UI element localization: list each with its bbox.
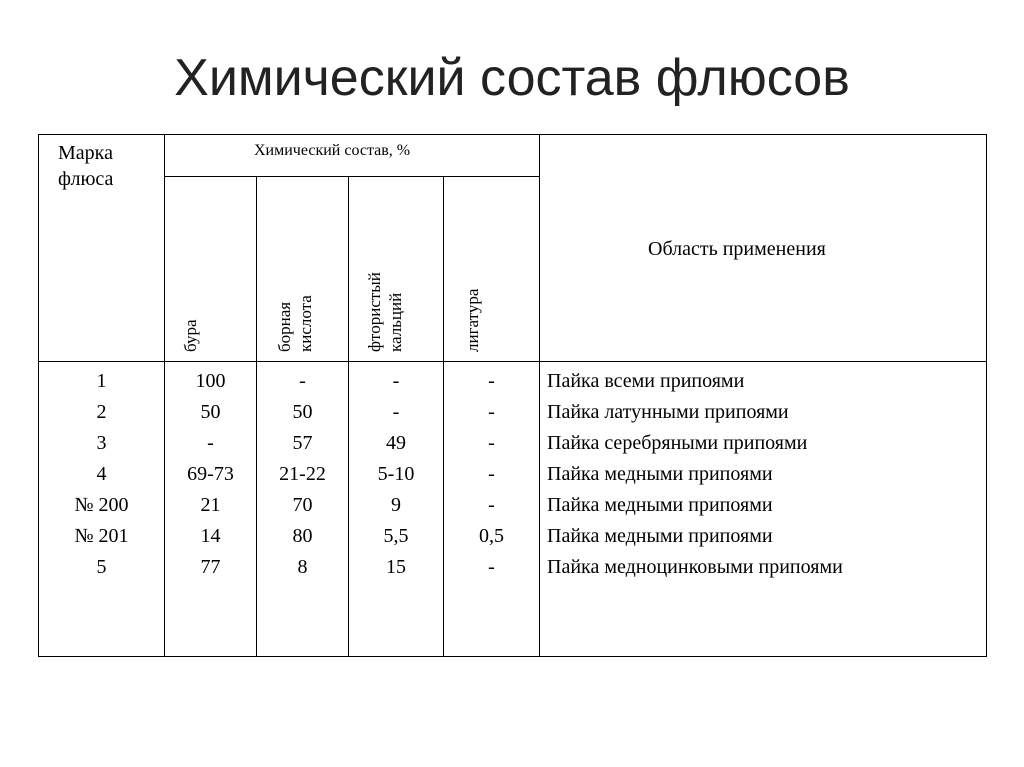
table-cell: Пайка медными припоями [547, 525, 773, 547]
header-brand-line: флюса [58, 168, 114, 190]
column-bura [165, 366, 256, 583]
table-cell: № 200 [74, 494, 129, 516]
table-cell: 14 [200, 525, 221, 547]
table-cell: 15 [386, 556, 406, 578]
table-cell: 5-10 [377, 463, 415, 485]
header-bura: бура [181, 319, 200, 352]
table-cell: - [488, 432, 495, 454]
table-border-top [38, 134, 987, 135]
header-brand-line: Марка [58, 142, 113, 164]
table-cell: 9 [391, 494, 401, 516]
header-application: Область применения [648, 238, 826, 260]
table-cell: 50 [292, 401, 313, 423]
table-cell: 1 [96, 370, 107, 392]
column-boric-acid [257, 366, 348, 583]
table-cell: - [299, 370, 306, 392]
column-ligature [444, 366, 539, 583]
table-border-right [986, 134, 987, 657]
column-divider-ligature [539, 134, 540, 657]
table-cell: Пайка медными припоями [547, 463, 773, 485]
table-cell: 4 [96, 463, 107, 485]
table-cell: Пайка серебряными припоями [547, 432, 808, 454]
table-cell: 5 [96, 556, 107, 578]
table-cell: - [392, 401, 400, 423]
table-cell: 3 [96, 432, 107, 454]
table-cell: 70 [292, 494, 313, 516]
table-cell: - [488, 556, 495, 578]
table-cell: 0,5 [479, 525, 504, 547]
table-cell: - [488, 370, 495, 392]
table-cell: № 201 [74, 525, 129, 547]
column-calcium-fluoride [349, 366, 443, 583]
table-cell: 50 [200, 401, 221, 423]
header-composition: Химический состав, % [254, 142, 411, 159]
slide-title: Химический состав флюсов [174, 49, 850, 107]
header-calcium-fluoride: фтористый кальций [365, 272, 405, 352]
table-cell: Пайка медноцинковыми припоями [547, 556, 843, 578]
table-cell: - [207, 432, 214, 454]
table-cell: 69-73 [187, 463, 234, 485]
table-cell: - [392, 370, 400, 392]
table-cell: 80 [292, 525, 313, 547]
table-border-bottom [38, 656, 987, 657]
table-cell: Пайка латунными припоями [547, 401, 789, 423]
header-ligature: лигатура [463, 288, 482, 352]
header-boric-acid: борная кислота [275, 295, 315, 352]
table-cell: 49 [386, 432, 406, 454]
table-cell: Пайка медными припоями [547, 494, 773, 516]
composition-separator [164, 176, 539, 177]
table-cell: - [488, 463, 495, 485]
table-cell: - [488, 401, 495, 423]
table-cell: 21 [200, 494, 221, 516]
column-application [547, 366, 983, 583]
table-cell: 57 [292, 432, 313, 454]
column-brand [39, 366, 164, 583]
table-cell: 100 [195, 370, 226, 392]
table-cell: 21-22 [279, 463, 326, 485]
header-brand [58, 140, 113, 192]
table-cell: 2 [96, 401, 107, 423]
table-cell: 5,5 [383, 525, 409, 547]
table-cell: 77 [200, 556, 221, 578]
table-cell: 8 [297, 556, 308, 578]
table-cell: - [488, 494, 495, 516]
header-separator [38, 361, 987, 362]
table-cell: Пайка всеми припоями [547, 370, 745, 392]
